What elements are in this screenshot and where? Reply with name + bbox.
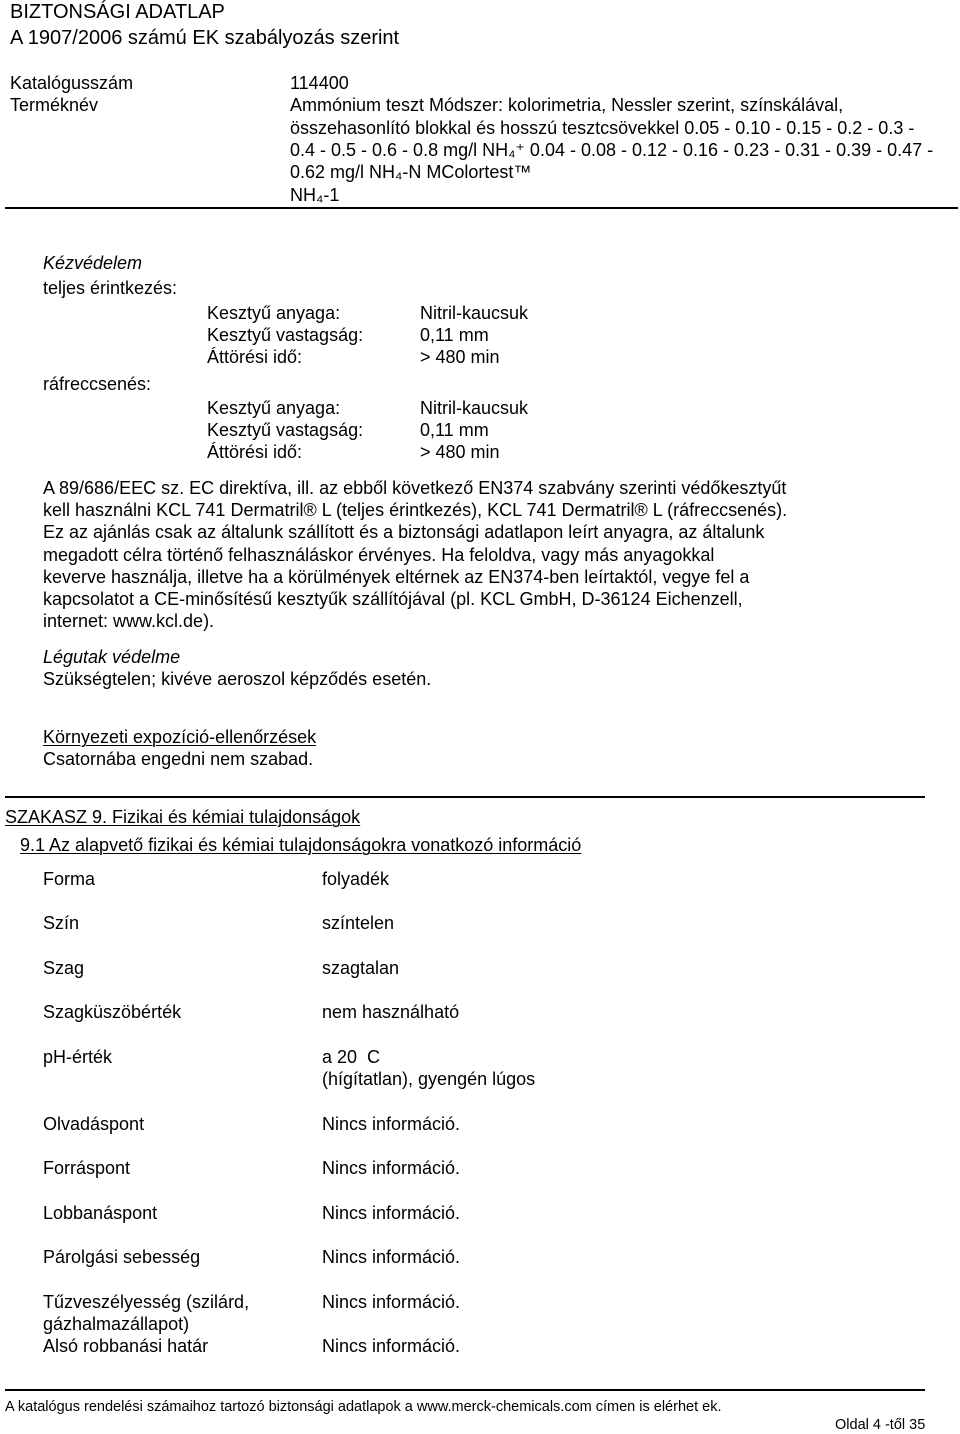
glove-recommendation-line: megadott célra történő felhasználáskor érvényes. Ha feloldva, vagy más anyagokkal: [43, 545, 715, 565]
environmental-controls-text: Csatornába engedni nem szabad.: [43, 749, 314, 769]
property-label: Párolgási sebesség: [43, 1247, 201, 1267]
breakthrough-time-value: > 480 min: [420, 347, 500, 367]
full-contact-label: teljes érintkezés:: [43, 278, 178, 298]
breakthrough-time-label: Áttörési idő:: [207, 347, 303, 367]
property-value: szagtalan: [322, 958, 400, 978]
property-value: Nincs információ.: [322, 1247, 461, 1267]
property-value: Nincs információ.: [322, 1203, 461, 1223]
product-name-line: 0.62 mg/l NH₄-N MColortest™: [290, 162, 532, 182]
product-name-line: Ammónium teszt Módszer: kolorimetria, Nessler szerint, színskálával,: [290, 95, 844, 115]
property-label: Szag: [43, 958, 85, 978]
property-label: Alsó robbanási határ: [43, 1336, 209, 1356]
document-subtitle: A 1907/2006 számú EK szabályozás szerint: [10, 27, 400, 49]
splash-contact-label: ráfreccsenés:: [43, 374, 152, 394]
property-value: színtelen: [322, 913, 395, 933]
glove-recommendation-line: A 89/686/EEC sz. EC direktíva, ill. az ebből következő EN374 szabvány szerinti védőkesztyűt: [43, 478, 787, 498]
property-value: (hígítatlan), gyengén lúgos: [322, 1069, 536, 1089]
hand-protection-heading: Kézvédelem: [43, 253, 143, 273]
property-value: nem használható: [322, 1002, 460, 1022]
property-value: folyadék: [322, 869, 390, 889]
property-label: Forráspont: [43, 1158, 131, 1178]
property-label: pH-érték: [43, 1047, 113, 1067]
section-9-1-subheading: 9.1 Az alapvető fizikai és kémiai tulajdonságokra vonatkozó információ: [20, 835, 582, 855]
property-label: Forma: [43, 869, 96, 889]
glove-material-value: Nitril-kaucsuk: [420, 303, 529, 323]
section-divider: [5, 796, 925, 798]
glove-thickness-label: Kesztyű vastagság:: [207, 420, 364, 440]
property-value: Nincs információ.: [322, 1292, 461, 1312]
footer-divider: [5, 1389, 925, 1391]
property-value: a 20 C: [322, 1047, 381, 1067]
section-9-heading: SZAKASZ 9. Fizikai és kémiai tulajdonságok: [5, 807, 361, 827]
glove-thickness-label: Kesztyű vastagság:: [207, 325, 364, 345]
glove-material-label: Kesztyű anyaga:: [207, 398, 341, 418]
footer-note: A katalógus rendelési számaihoz tartozó biztonsági adatlapok a www.merck-chemicals.com címen is elérhet ek.: [5, 1399, 722, 1415]
property-label: gázhalmazállapot): [43, 1314, 190, 1334]
glove-recommendation-line: internet: www.kcl.de).: [43, 611, 215, 631]
respiratory-protection-text: Szükségtelen; kivéve aeroszol képződés esetén.: [43, 669, 432, 689]
header-divider: [5, 207, 958, 209]
glove-recommendation-line: keverve használja, illetve ha a körülmények eltérnek az EN374-ben leírtaktól, vegye fel a: [43, 567, 750, 587]
property-value: Nincs információ.: [322, 1114, 461, 1134]
glove-recommendation-line: kapcsolatot a CE-minősítésű kesztyűk szállítójával (pl. KCL GmbH, D-36124 Eichenzell,: [43, 589, 743, 609]
breakthrough-time-label: Áttörési idő:: [207, 442, 303, 462]
catalog-number-label: Katalógusszám: [10, 73, 134, 93]
glove-thickness-value: 0,11 mm: [420, 420, 489, 440]
page-number: Oldal 4 -től 35: [835, 1417, 926, 1433]
glove-material-value: Nitril-kaucsuk: [420, 398, 529, 418]
property-label: Szagküszöbérték: [43, 1002, 182, 1022]
product-name-line: NH₄-1: [290, 185, 340, 205]
property-label: Tűzveszélyesség (szilárd,: [43, 1292, 250, 1312]
glove-material-label: Kesztyű anyaga:: [207, 303, 341, 323]
property-label: Olvadáspont: [43, 1114, 145, 1134]
property-label: Lobbanáspont: [43, 1203, 158, 1223]
product-name-label: Terméknév: [10, 95, 99, 115]
catalog-number-value: 114400: [290, 73, 349, 93]
property-label: Szín: [43, 913, 80, 933]
glove-thickness-value: 0,11 mm: [420, 325, 489, 345]
document-title: BIZTONSÁGI ADATLAP: [10, 1, 225, 23]
property-value: Nincs információ.: [322, 1336, 461, 1356]
product-name-line: összehasonlító blokkal és hosszú tesztcsövekkel 0.05 - 0.10 - 0.15 - 0.2 - 0.3 -: [290, 118, 915, 138]
glove-recommendation-line: Ez az ajánlás csak az általunk szállított és a biztonsági adatlapon leírt anyagra, az általunk: [43, 522, 765, 542]
breakthrough-time-value: > 480 min: [420, 442, 500, 462]
respiratory-protection-heading: Légutak védelme: [43, 647, 181, 667]
property-value: Nincs információ.: [322, 1158, 461, 1178]
glove-recommendation-line: kell használni KCL 741 Dermatril® L (teljes érintkezés), KCL 741 Dermatril® L (ráfreccsenés).: [43, 500, 788, 520]
product-name-line: 0.4 - 0.5 - 0.6 - 0.8 mg/l NH₄⁺ 0.04 - 0.08 - 0.12 - 0.16 - 0.23 - 0.31 - 0.39 - 0.47 -: [290, 140, 934, 160]
environmental-controls-heading: Környezeti expozíció-ellenőrzések: [43, 727, 317, 747]
